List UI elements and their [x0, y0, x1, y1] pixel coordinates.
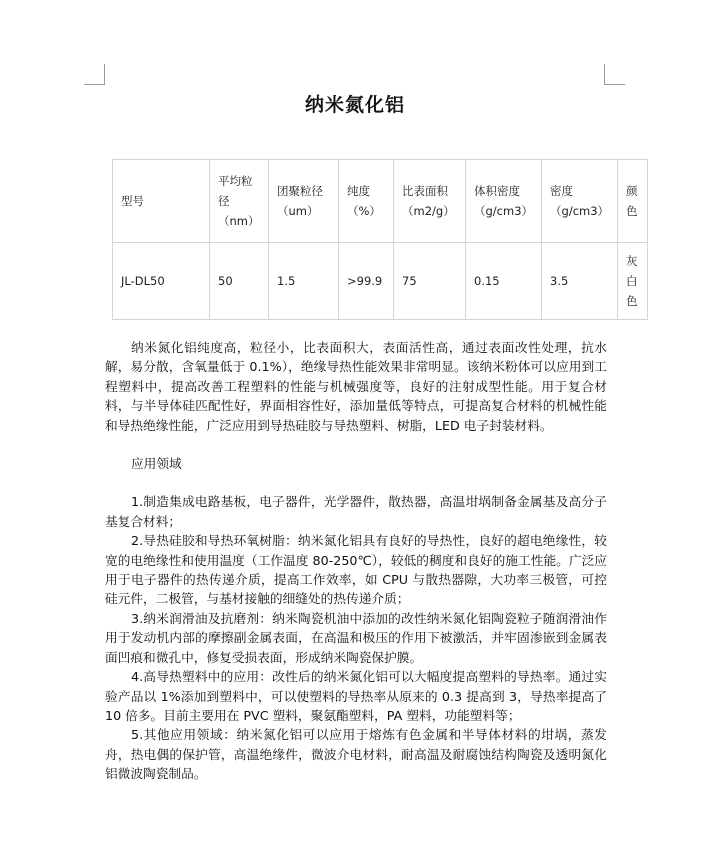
cell-model: JL-DL50: [113, 243, 210, 320]
page-title: 纳米氮化铝: [304, 94, 405, 116]
header-model: 型号: [113, 160, 210, 243]
header-agglomerate-size: 团聚粒径（um）: [269, 160, 339, 243]
document-body: [105, 338, 607, 784]
intro-paragraph: 纳米氮化铝纯度高，粒径小，比表面积大，表面活性高，通过表面改性处理，抗水解，易分散，含氧量低于 0.1%），绝缘导热性能效果非常明显。该纳米粉体可以应用到工程塑料中，提高改善工程塑料的性能与机械强度等，良好的注射成型性能。用于复合材料，与半导体硅匹配性好，界面相容性好，添加量低等特点，可提高复合材料的机械性能和导热绝缘性能，广泛应用到导热硅胶与导热塑料、树脂，LED 电子封装材料。: [105, 340, 607, 433]
header-color: 颜色: [618, 160, 648, 243]
header-bulk-density: 体积密度（g/cm3）: [466, 160, 542, 243]
cell-surface-area: 75: [394, 243, 466, 320]
application-item-3: 3.纳米润滑油及抗磨剂：纳米陶瓷机油中添加的改性纳米氮化铝陶瓷粒子随润滑油作用于发动机内部的摩擦副金属表面，在高温和极压的作用下被激活，并牢固渗嵌到金属表面凹痕和微孔中，修复受损表面，形成纳米陶瓷保护膜。: [105, 610, 607, 665]
application-item-2: 2.导热硅胶和导热环氧树脂：纳米氮化铝具有良好的导热性，良好的超电绝缘性，较宽的电绝缘性和使用温度（工作温度 80-250℃），较低的稠度和良好的施工性能。广泛应用于电子器件的热传递介质，提高工作效率，如 CPU 与散热器隙，大功率三极管，可控硅元件，二极管，与基材接触的细缝处的热传递介质；: [105, 533, 607, 607]
header-purity: 纯度（%）: [339, 160, 394, 243]
spec-table: [112, 159, 648, 320]
margin-corner-mark-left: [84, 64, 105, 85]
cell-agglomerate-size: 1.5: [269, 243, 339, 320]
cell-particle-size: 50: [210, 243, 269, 320]
header-surface-area: 比表面积（m2/g）: [394, 160, 466, 243]
header-density: 密度（g/cm3）: [542, 160, 618, 243]
cell-color: 灰白色: [618, 243, 648, 320]
table-header-row: [113, 160, 648, 243]
application-item-4: 4.高导热塑料中的应用：改性后的纳米氮化铝可以大幅度提高塑料的导热率。通过实验产品以 1%添加到塑料中，可以使塑料的导热率从原来的 0.3 提高到 3，导热率提高了 10 倍多。目前主要用在 PVC 塑料，聚氨酯塑料，PA 塑料，功能塑料等；: [105, 669, 607, 723]
cell-purity: >99.9: [339, 243, 394, 320]
application-item-1: 1.制造集成电路基板，电子器件，光学器件，散热器，高温坩埚制备金属基及高分子基复合材料；: [105, 494, 607, 529]
cell-bulk-density: 0.15: [466, 243, 542, 320]
table-row: [113, 243, 648, 320]
cell-density: 3.5: [542, 243, 618, 320]
header-particle-size: 平均粒径（nm）: [210, 160, 269, 243]
margin-corner-mark-right: [604, 64, 625, 85]
section-heading: 应用领域: [131, 456, 182, 472]
application-item-5: 5.其他应用领域：纳米氮化铝可以应用于熔炼有色金属和半导体材料的坩埚，蒸发舟，热电偶的保护管，高温绝缘件，微波介电材料，耐高温及耐腐蚀结构陶瓷及透明氮化铝微波陶瓷制品。: [105, 727, 607, 782]
